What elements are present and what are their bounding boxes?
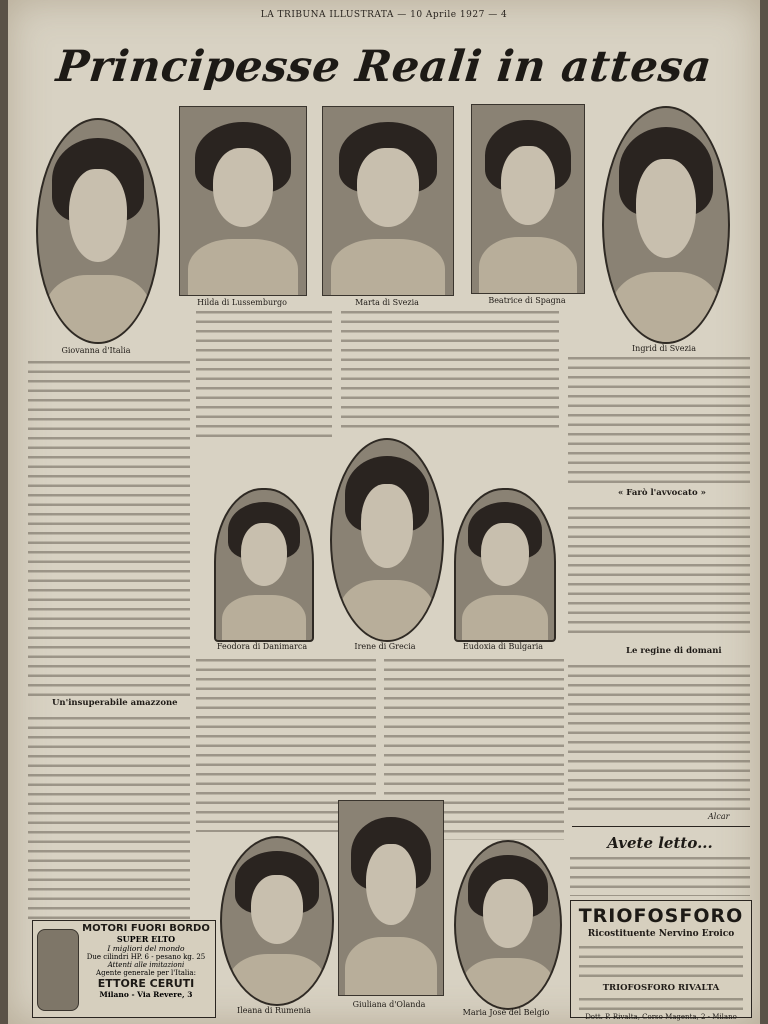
ad-triofosforo-product: TRIOFOSFORO RIVALTA bbox=[602, 983, 720, 993]
portrait-eudoxia bbox=[454, 488, 556, 642]
ad-motori-note: Attenti alle imitazioni bbox=[107, 961, 185, 969]
caption-eudoxia: Eudoxia di Bulgaria bbox=[462, 642, 544, 651]
page-title: Principesse Reali in attesa bbox=[53, 42, 715, 92]
caption-feodora: Feodora di Danimarca bbox=[216, 642, 308, 651]
ad-triofosforo-title: TRIOFOSFORO bbox=[578, 905, 744, 927]
portrait-giovanna bbox=[36, 118, 160, 344]
portrait-giuliana bbox=[338, 800, 444, 996]
caption-irene: Irene di Grecia bbox=[354, 642, 416, 651]
outboard-motor-icon bbox=[37, 929, 79, 1011]
ad-avete-letto bbox=[570, 832, 750, 896]
caption-ingrid: Ingrid di Svezia bbox=[632, 344, 696, 353]
portrait-ileana bbox=[220, 836, 334, 1006]
portrait-irene bbox=[330, 438, 444, 642]
subhead-regine: Le regine di domani bbox=[626, 646, 722, 656]
caption-marta: Marta di Svezia bbox=[355, 298, 419, 307]
masthead: LA TRIBUNA ILLUSTRATA — 10 Aprile 1927 — 4 bbox=[260, 10, 508, 20]
portrait-beatrice bbox=[471, 104, 585, 294]
ad-triofosforo-subtitle: Ricostituente Nervino Eroico bbox=[587, 929, 735, 939]
newspaper-page bbox=[8, 0, 760, 1024]
article-column-right-3 bbox=[568, 662, 750, 810]
subhead-avvocato: « Farò l'avvocato » bbox=[618, 488, 706, 498]
ad-motori-brand: SUPER ELTO bbox=[116, 934, 176, 944]
ad-motori-title: MOTORI FUORI BORDO bbox=[82, 923, 210, 934]
caption-giuliana: Giuliana d'Olanda bbox=[352, 1000, 426, 1009]
article-column-left-2 bbox=[28, 714, 190, 920]
portrait-marta bbox=[322, 106, 454, 296]
divider-rule bbox=[572, 826, 750, 827]
portrait-mariajose bbox=[454, 840, 562, 1010]
ad-motori-address: Milano - Via Revere, 3 bbox=[99, 990, 193, 999]
portrait-ingrid bbox=[602, 106, 730, 344]
caption-giovanna: Giovanna d'Italia bbox=[61, 346, 131, 355]
portrait-hilda bbox=[179, 106, 307, 296]
ad-avete-letto-title: Avete letto... bbox=[607, 834, 713, 852]
ad-motori-slogan: I migliori del mondo bbox=[107, 944, 185, 953]
caption-beatrice: Beatrice di Spagna bbox=[488, 296, 566, 305]
ad-triofosforo bbox=[570, 900, 752, 1021]
article-column-center-a bbox=[196, 308, 332, 442]
ad-motori-agent: ETTORE CERUTI bbox=[97, 977, 195, 990]
caption-mariajose: Maria José del Belgio bbox=[462, 1008, 550, 1017]
subhead-amazzone: Un'insuperabile amazzone bbox=[52, 698, 178, 708]
ad-triofosforo-footer: Dott. P. Rivalta, Corso Magenta, 2 - Milano bbox=[585, 1013, 737, 1021]
ad-motori-fuori-bordo bbox=[32, 920, 216, 1018]
article-column-left bbox=[28, 358, 190, 696]
article-column-right-2 bbox=[568, 504, 750, 640]
caption-ileana: Ileana di Rumenia bbox=[237, 1006, 311, 1015]
article-column-right bbox=[568, 354, 750, 486]
caption-hilda: Hilda di Lussemburgo bbox=[197, 298, 287, 307]
ad-motori-specs: Due cilindri HP. 6 - pesano kg. 25 bbox=[86, 953, 206, 961]
author-signature: Alcar bbox=[708, 812, 730, 821]
article-column-center-b bbox=[341, 308, 559, 430]
ad-motori-agent-label: Agente generale per l'Italia: bbox=[96, 969, 196, 977]
portrait-feodora bbox=[214, 488, 314, 642]
